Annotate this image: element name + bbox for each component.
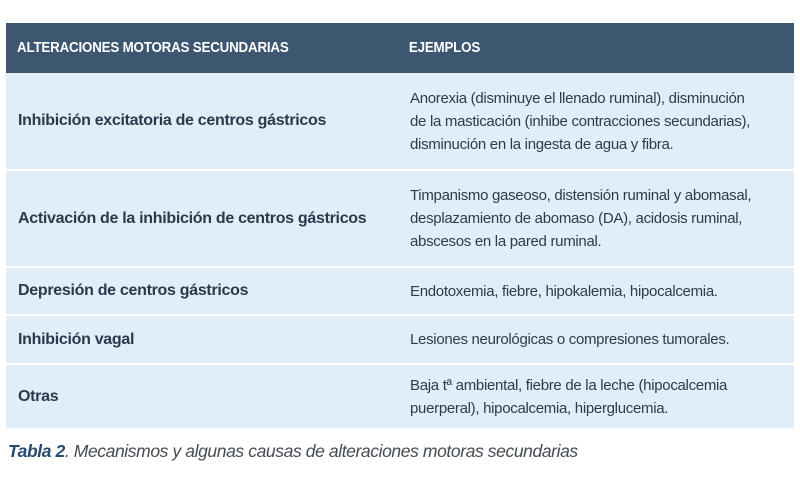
row-ejemplos bbox=[396, 328, 794, 351]
ejemplo-line: abscesos en la pared ruminal. bbox=[410, 233, 602, 250]
row-alteracion: Otras bbox=[18, 387, 59, 405]
ejemplo-line: de la masticación (inhibe contracciones secundarias), bbox=[410, 112, 751, 130]
row-alteracion: Activación de la inhibición de centros gástricos bbox=[18, 209, 367, 227]
row-alteracion: Depresión de centros gástricos bbox=[18, 282, 249, 299]
ejemplo-line: Timpanismo gaseoso, distensión ruminal y abomasal, bbox=[410, 187, 752, 204]
table-row bbox=[6, 73, 794, 171]
ejemplo-line: Endotoxemia, fiebre, hipokalemia, hipocalcemia. bbox=[410, 282, 718, 300]
table-row bbox=[6, 365, 794, 428]
ejemplo-line: Baja tª ambiental, fiebre de la leche (hipocalcemia bbox=[410, 376, 728, 394]
row-ejemplos bbox=[396, 184, 794, 253]
row-alteracion: Inhibición vagal bbox=[18, 330, 135, 348]
ejemplo-line: disminución en la ingesta de agua y fibra. bbox=[410, 135, 674, 153]
secondary-motor-alterations-table bbox=[6, 23, 794, 428]
row-ejemplos bbox=[396, 87, 794, 156]
ejemplo-line: puerperal), hipocalcemia, hiperglucemia. bbox=[410, 399, 669, 417]
table-row bbox=[6, 268, 794, 316]
table-header-row bbox=[6, 23, 794, 73]
row-alteracion: Inhibición excitatoria de centros gástricos bbox=[18, 112, 327, 129]
caption-label: Tabla 2 bbox=[8, 441, 65, 461]
header-alteraciones: ALTERACIONES MOTORAS SECUNDARIAS bbox=[17, 40, 289, 56]
table-caption bbox=[8, 441, 578, 462]
row-ejemplos bbox=[396, 374, 794, 420]
header-ejemplos: EJEMPLOS bbox=[408, 40, 481, 56]
ejemplo-line: Lesiones neurológicas o compresiones tumorales. bbox=[410, 331, 730, 348]
table-row bbox=[6, 316, 794, 365]
ejemplo-line: desplazamiento de abomaso (DA), acidosis ruminal, bbox=[410, 210, 743, 227]
table-row bbox=[6, 171, 794, 268]
caption-text: . Mecanismos y algunas causas de alteraciones motoras secundarias bbox=[64, 441, 578, 461]
row-ejemplos bbox=[396, 280, 794, 303]
ejemplo-line: Anorexia (disminuye el llenado ruminal), disminución bbox=[410, 89, 745, 107]
